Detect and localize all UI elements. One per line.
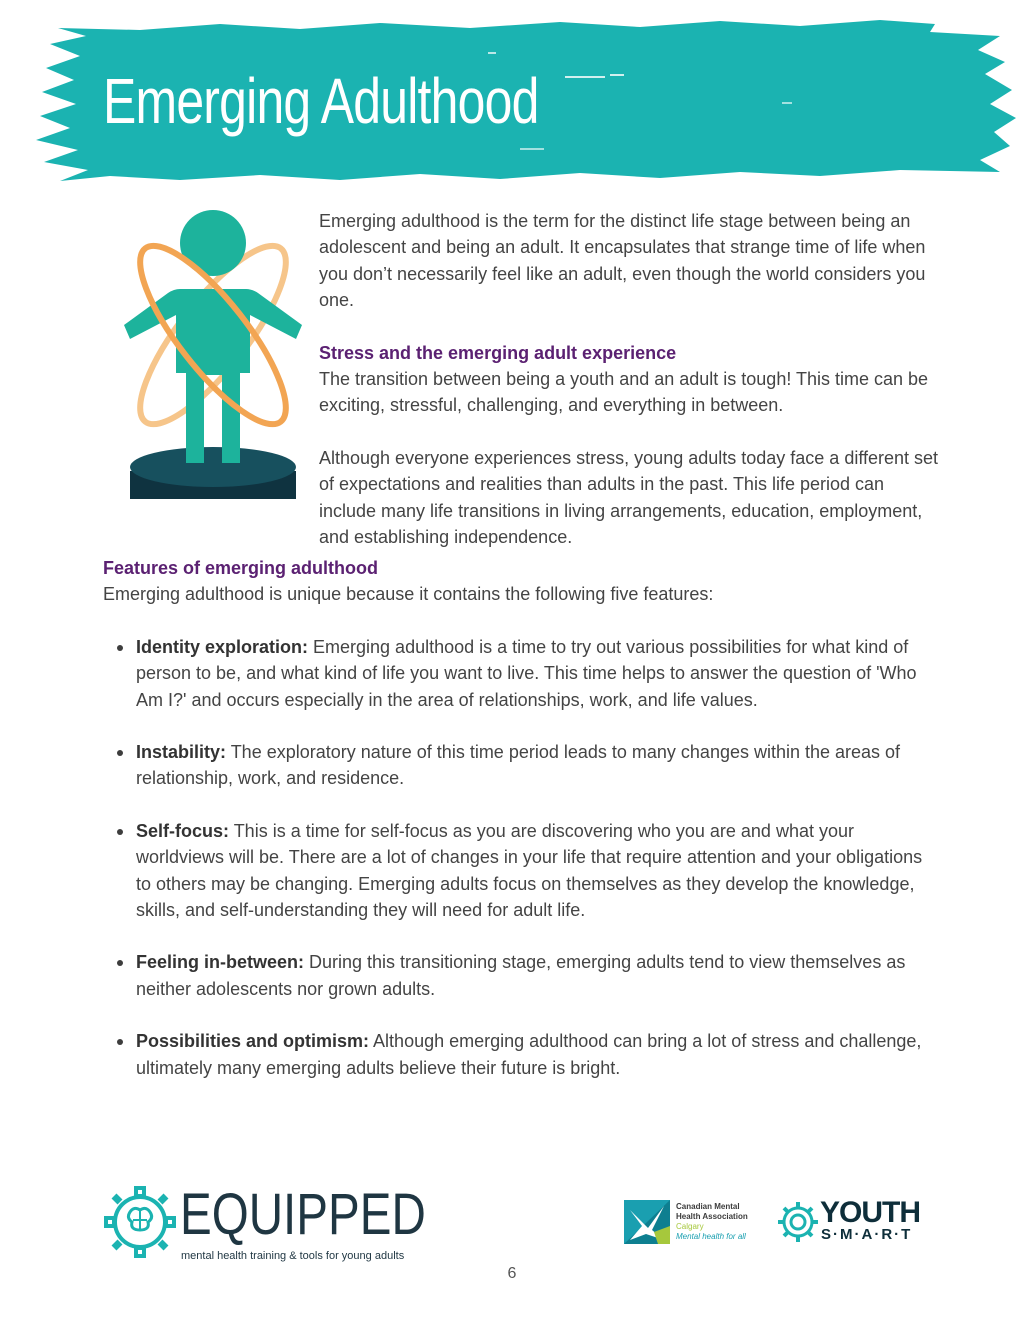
cmha-logo: [624, 1200, 764, 1246]
feature-term: Identity exploration:: [136, 636, 309, 657]
list-item: [103, 634, 933, 713]
list-item: [103, 818, 933, 924]
features-heading: Features of emerging adulthood: [103, 558, 379, 578]
cmha-tagline: Mental health for all: [676, 1232, 746, 1241]
list-item: [103, 1028, 933, 1081]
feature-term: Instability:: [136, 742, 227, 763]
cmha-city: Calgary: [676, 1222, 704, 1231]
cmha-name-line1: Canadian Mental: [676, 1202, 740, 1211]
equipped-wordmark: EQUIPPED: [180, 1182, 426, 1247]
cmha-mark-icon: [624, 1200, 670, 1244]
feature-description: Emerging adulthood is a time to try out various possibilities for what kind of person to be, and what kind of life you want to live. This time helps to answer the question of 'Who Am I?' and occurs especially in the area of relationships, work, and life values.: [136, 636, 917, 710]
emerging-adult-illustration: [118, 205, 308, 503]
feature-description: Although emerging adulthood can bring a lot of stress and challenge, ultimately many emerging adults believe their future is bright.: [136, 1031, 922, 1078]
list-item: [103, 739, 933, 792]
features-list: [103, 634, 933, 1081]
equipped-logo: [100, 1180, 426, 1266]
features-lead: Emerging adulthood is unique because it contains the following five features:: [103, 584, 714, 605]
youth-smart-line2: S·M·A·R·T: [821, 1226, 913, 1243]
intro-paragraph: Emerging adulthood is the term for the distinct life stage between being an adolescent and being an adult. It encapsulates that strange time of life when you don’t necessarily feel like an adult, even though the world considers you one.: [319, 211, 926, 311]
gear-brain-icon: [100, 1182, 180, 1262]
equipped-tagline: mental health training & tools for young adults: [181, 1250, 405, 1262]
page-number: 6: [507, 1265, 517, 1282]
feature-description: This is a time for self-focus as you are discovering who you are and what your worldviews will be. There are a lot of changes in your life that require attention and your obligations to others may be changing. Emerging adults focus on themselves as they develop the knowledge, skills, and self-understanding they will need for adult life.: [136, 820, 923, 921]
features-section: [103, 555, 933, 1107]
stress-paragraph-1: The transition between being a youth and an adult is tough! This time can be exciting, stressful, challenging, and everything in between.: [319, 369, 929, 416]
youth-smart-line1: YOUTH: [820, 1196, 920, 1229]
feature-description: The exploratory nature of this time period leads to many changes within the areas of relationship, work, and residence.: [136, 742, 901, 789]
intro-section: [319, 208, 939, 550]
cmha-name-line2: Health Association: [676, 1212, 748, 1221]
stress-paragraph-2: Although everyone experiences stress, young adults today face a different set of expectations and realities than adults in the past. This life period can include many life transitions in living arrangements, education, employment, and establishing independence.: [319, 447, 939, 548]
youth-smart-logo: [776, 1196, 920, 1246]
feature-term: Feeling in-between:: [136, 952, 305, 973]
feature-description: During this transitioning stage, emerging adults tend to view themselves as neither adolescents nor grown adults.: [136, 952, 906, 999]
feature-term: Self-focus:: [136, 820, 230, 841]
stress-heading: Stress and the emerging adult experience: [319, 342, 677, 363]
header-banner: [0, 0, 1024, 200]
gear-circuit-icon: [776, 1200, 820, 1244]
list-item: [103, 949, 933, 1002]
pedestal-top: [130, 447, 296, 487]
page-title: Emerging Adulthood: [103, 65, 539, 137]
cmha-text-block: [676, 1202, 748, 1242]
feature-term: Possibilities and optimism:: [136, 1031, 370, 1052]
